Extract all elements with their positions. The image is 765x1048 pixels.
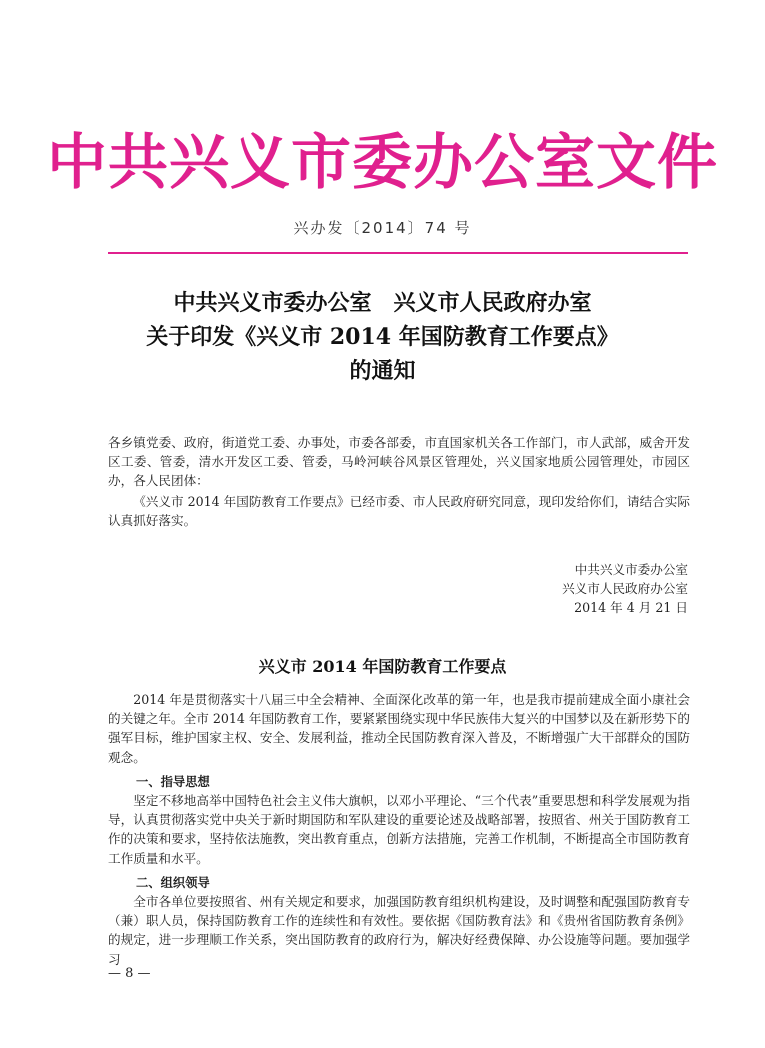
red-divider-line xyxy=(108,252,688,254)
signature-org-1: 中共兴义市委办公室 xyxy=(574,562,688,577)
notice-title-line-2: 关于印发《兴义市 2014 年国防教育工作要点》 xyxy=(146,324,619,350)
section-1-body: 坚定不移地高举中国特色社会主义伟大旗帜，以邓小平理论、“三个代表”重要思想和科学发展观为指导，认真贯彻落实党中央关于新时期国防和军队建设的重要论述及战略部署，按照省、州关于国防教育工作的决策和要求，坚持依法施教，突出教育重点，创新方法措施，完善工作机制，不断提高全市国防教育工作质量和水平。 xyxy=(108,793,690,866)
signature-org-2: 兴义市人民政府办公室 xyxy=(562,581,688,597)
masthead-title: 中共兴义市委办公室文件 xyxy=(47,128,718,198)
page-number: — 8 — xyxy=(108,966,151,981)
section-2-heading: 二、组织领导 xyxy=(136,876,210,890)
document-number: 兴办发〔2014〕74 号 xyxy=(293,219,472,237)
notice-body: 《兴义市 2014 年国防教育工作要点》已经市委、市人民政府研究同意，现印发给你们，请结合实际认真抓好落实。 xyxy=(108,494,690,529)
section-2-body: 全市各单位要按照省、州有关规定和要求，加强国防教育组织机构建设，及时调整和配强国防教育专（兼）职人员，保持国防教育工作的连续性和有效性。要依据《国防教育法》和《贵州省国防教育条例》的规定，进一步理顺工作关系，突出国防教育的政府行为，解决好经费保障、办公设施等问题。要加强学习 xyxy=(108,894,690,967)
notice-recipients: 各乡镇党委、政府，街道党工委、办事处，市委各部委，市直国家机关各工作部门，市人武部，威舍开发区工委、管委，清水开发区工委、管委，马岭河峡谷风景区管理处，兴义国家地质公园管理处，市园区办，各人民团体： xyxy=(108,435,690,489)
notice-title xyxy=(0,286,765,388)
attachment-intro: 2014 年是贯彻落实十八届三中全会精神、全面深化改革的第一年，也是我市提前建成全面小康社会的关键之年。全市 2014 年国防教育工作，要紧紧围绕实现中华民族伟大复兴的中国梦以及在新形势下的强军目标，维护国家主权、安全、发展利益，推动全民国防教育深入普及，不断增强广大干部群众的国防观念。 xyxy=(108,692,690,765)
notice-title-line-3: 的通知 xyxy=(349,358,416,384)
attachment-title: 兴义市 2014 年国防教育工作要点 xyxy=(258,657,507,676)
signature-date: 2014 年 4 月 21 日 xyxy=(574,600,688,616)
signature-block xyxy=(480,560,688,618)
notice-title-line-1: 中共兴义市委办公室 兴义市人民政府办室 xyxy=(173,290,592,316)
section-1-heading: 一、指导思想 xyxy=(136,775,210,789)
